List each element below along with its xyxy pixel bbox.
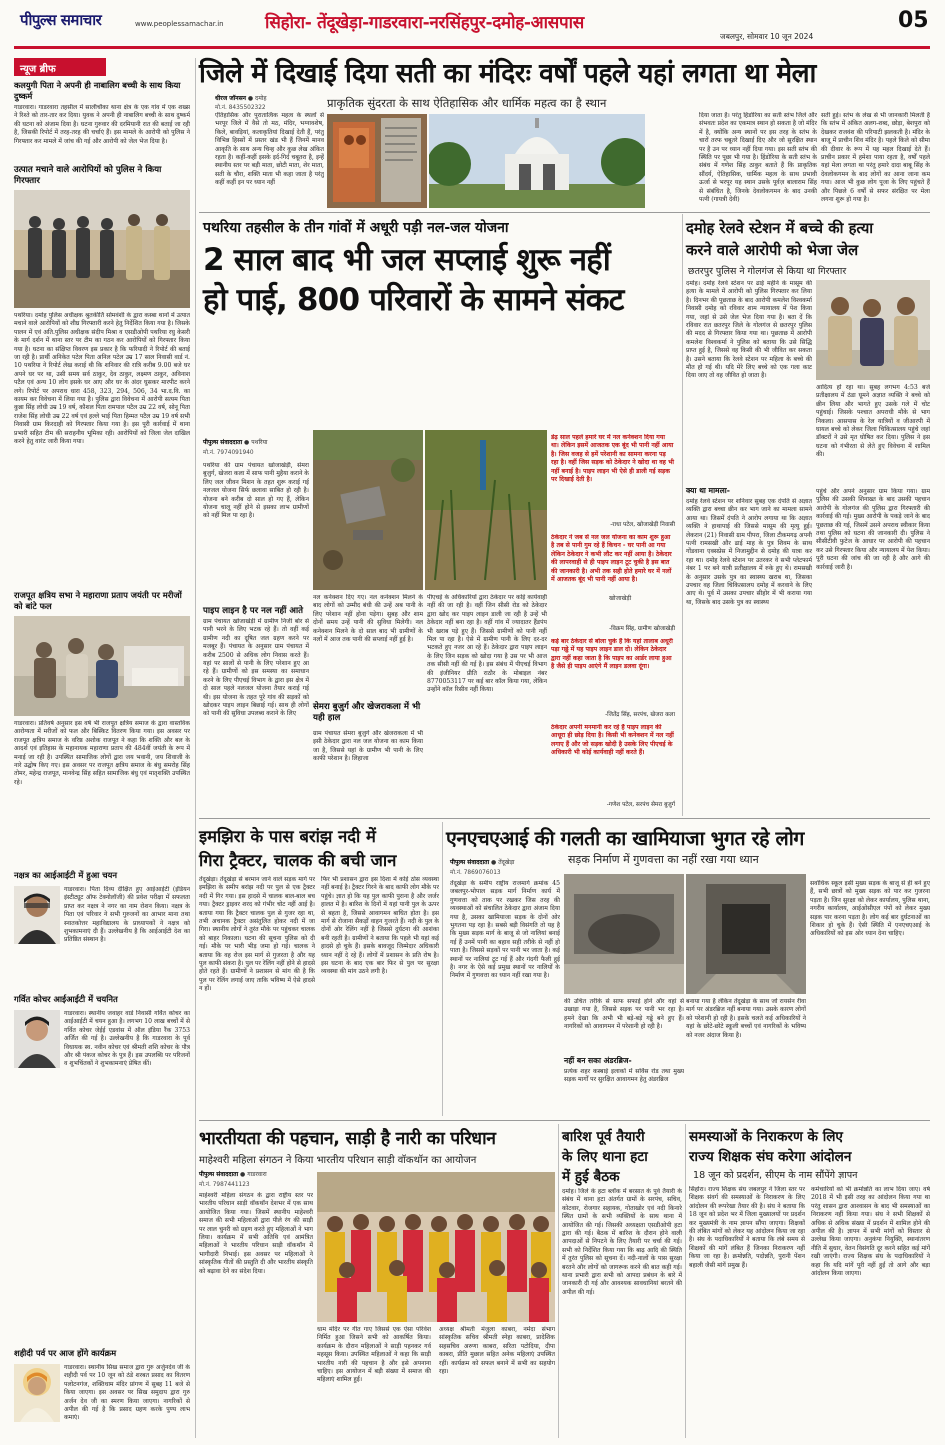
sati-temple-photo <box>429 114 645 208</box>
page-number: 05 <box>898 8 929 33</box>
railway-story <box>686 214 930 816</box>
brief-headline: नक्षत्र का आईआईटी में हुआ चयन <box>14 870 118 880</box>
water-mobile: मो.नं. 7974091940 <box>203 450 254 456</box>
water-scheme-story <box>199 214 679 816</box>
nhai-subheadline: सड़क निर्माण में गुणवत्ता का नहीं रखा गया ध्यान <box>568 853 759 866</box>
news-brief-label <box>14 58 106 76</box>
sati-temple-story <box>199 54 930 210</box>
quote-signature: -जितेंद्र सिंह, सरपंच, खेजरा कला <box>605 712 675 718</box>
sati-headline: जिले में दिखाई दिया सती का मंदिरः वर्षों पहले यहां लगता था मेला <box>199 58 816 89</box>
railway-headline-line2: करने वाले आरोपी को भेजा जेल <box>686 242 859 259</box>
brief-headline: गर्वित कोचर आईआईटी में चयनित <box>14 994 118 1004</box>
railway-body-2: दमोह रेलवे स्टेशन पर शनिवार सुबह एक दंपति से अज्ञात व्यक्ति द्वारा बच्चा छीन कर भाग जाने का मामला सामने आया था। जिसमें दंपति ने आरोप लगाया था कि अज्ञात व्यक्ति ने हाथापाई की जिससे मासूम की मृत्यु हुई। लेकरान (21) निवासी ग्राम पीपरा, जिला टीकमगढ़ अपनी पत्नी रामसखी और ढाई माह के पुत्र शिवम के साथ गोंडवाना एक्सप्रेस में निजामुद्दीन से दमोह की यात्रा कर रहा था। दमोह रेलवे स्टेशन पर उतरकर वे सभी प्लेटफार्म नंबर 1 पर बने यात्री प्रतीक्षालय में रुके हुए थे। रामसखी के अनुसार उसके पुत्र का स्वास्थ्य खराब था, जिसका उपचार वह जिला चिकित्सालय दमोह में करवाने के लिए आए थे। पूर्व में उसका उपचार सीहोर में भी कराया गया था, जिसके बाद उसके पुत्र का स्वास्थ्य <box>686 498 812 606</box>
guru-portrait-image <box>14 1364 60 1422</box>
brief-body: गाडरवारा। प्रतिवर्ष अनुसार इस वर्ष भी राजपूत क्षत्रिय समाज के द्वारा वास्तविक आरोग्यता में मरीजों को फल और बिस्किट वितरण किया गया। इस अवसर पर राजपूत क्षत्रिय समाज के वरिष्ठ अशोक राजपूत ने कहा कि शक्ति और बल के आदर्श एवं इतिहास के महानायक महाराणा प्रताप की 484वीं जयंती के रूप में मनाई जा रही है। उपस्थित सामाजिक लोगों द्वारा जय भवानी, जय शिवाजी के नारे उद्घोष किए गए। इस अवसर पर राजपूत क्षत्रिय समाज के बंधु समरोह सिंह तोमर, महेन्द्र राजपूत, मानवेन्द्र सिंह सहित सामाजिक बंधु एवं मातृशक्ति उपस्थित रहे। <box>14 720 190 786</box>
brief-body: गाडरवारा। गाडरवारा तहसील में सालीचौका थाना क्षेत्र के एक गांव में एक शख्स ने रिश्ते को तार-तार कर दिया। युवक ने अपनी ही नाबालिग बच्ची के साथ दुष्कर्म की घटना को अंजाम दिया है। घटना गुरुवार की दरमियानी रात की बताई जा रही है, जिसकी रिपोर्ट में तरह-तरह की चर्चाएं हैं। इस मामले के आरोपी को पुलिस ने गिरफ्तार कर मामले में जांच की गई और आरोपी को जेल भेज दिया है। <box>14 104 190 145</box>
water-body-col2: नल कनेक्शन दिए गए। नल कनेक्शन मिलने के बाद लोगों को उम्मीद बंधी की उन्हें अब पानी के लिए परेशान नहीं होना पड़ेगा। सुबह और शाम दोनों समय उन्हें पानी की सुविधा मिलेगी। नल कनेक्शन मिलने के दो साल बाद भी ग्रामीणों के नलों में आज तक पानी की सप्लाई नहीं हुई है। <box>313 594 423 644</box>
quote-text: कई बार ठेकेदार से बोला चुके हैं कि यहां तालाब अधूरी पड़ा गढ्ढे में यह पाइप लाइन डाल दो। लेकिन ठेकेदार द्वारा नहीं कहा जाता है कि पाइप का आर्डर लाया हुआ है जैसे ही पाइप आएंगे मैं लाइन डलवा दूंगा। <box>551 638 673 671</box>
header-rule <box>14 46 930 49</box>
section-divider <box>199 1120 930 1121</box>
rain-headline-line3: में हुई बैठक <box>562 1169 620 1185</box>
teachers-body-col2: कर्मचारियों को भी क्रमोन्नति का लाभ दिया जाए। वर्ष 2018 में भी इसी तरह का आंदोलन किया गया था परंतु शासन द्वारा आश्वासन के बाद भी समस्याओं का निराकरण नहीं किया गया। संघ ने सभी शिक्षकों से अधिक से अधिक संख्या में प्रदर्शन में शामिल होने की अपील की है। ज्ञापन में सभी मांगों को विस्तार से उल्लेख किया जाएगा। अनुकंपा नियुक्ति, स्थानांतरण नीति में सुधार, वेतन विसंगति दूर करने सहित कई मांगें रखी जाएंगी। राज्य शिक्षक संघ के पदाधिकारियों ने कहा कि यदि मांगें पूरी नहीं हुईं तो आगे और बड़ा आंदोलन किया जाएगा। <box>811 1186 930 1278</box>
nhai-drain-photo-1-image <box>564 874 684 994</box>
saree-mobile: मो.नं. 7987441123 <box>199 1182 250 1188</box>
police-lineup-photo <box>14 190 190 308</box>
sati-subheadline: प्राकृतिक सुंदरता के साथ ऐतिहासिक और धार्मिक महत्व का है स्थान <box>327 96 607 110</box>
masthead <box>0 0 945 52</box>
tractor-headline-line1: इमझिरा के पास बरांझ नदी में <box>199 827 376 846</box>
water-author: पीपुल्स संवाददाता <box>203 439 243 446</box>
brief-body-continued <box>14 946 190 990</box>
nakshatra-portrait <box>14 886 60 944</box>
pipeline-photo-1 <box>313 430 423 590</box>
tractor-body-col1: तेंदूखेड़ा। तेंदूखेड़ा से बरमान जाने वाले सड़क मार्ग पर इमझिरा के समीप बरांझ नदी पर पुल से एक ट्रैक्टर नदी में गिर गया। इस हादसे में चालक बाल-बाल बच गया। ट्रैक्टर ड्राइवर शरद को गंभीर चोट नहीं आई है। बताया गया कि ट्रैक्टर चालक पुल से गुजर रहा था, तभी अचानक ट्रैक्टर असंतुलित होकर नदी में जा गिरा। स्थानीय लोगों ने तुरंत मौके पर पहुंचकर चालक को बाहर निकाला। घटना की सूचना पुलिस को दी गई। मौके पर भारी भीड़ जमा हो गई। चालक ने बताया कि वह रोज इस मार्ग से गुजरता है और यह पुल काफी संकरा है। पुल पर रेलिंग नहीं होने से हादसे होते रहते हैं। ग्रामीणों ने प्रशासन से मांग की है कि पुल पर रेलिंग लगाई जाए ताकि भविष्य में ऐसे हादसे न हों। <box>199 876 315 993</box>
nhai-author: पीपुल्स संवाददाता <box>450 859 490 866</box>
brief-headline: शहीदी पर्व पर आज होंगे कार्यक्रम <box>14 1348 117 1358</box>
saree-body-col2: धाम मंदिर पर गीत गाए जिससे एक ऐसा परिवेश निर्मित हुआ जिसने सभी को आकर्षित किया। कार्यक्रम के दौरान महिलाओं ने साड़ी पहनकर गर्व महसूस किया। उपस्थित महिलाओं ने कहा कि साड़ी भारतीय नारी की पहचान है और इसे अपनाना चाहिए। इस आयोजन में बड़ी संख्या में समाज की महिलाएं शामिल हुईं। <box>317 1326 431 1384</box>
sati-mobile: मो.नं. 8435502322 <box>215 105 266 111</box>
water-body-col1b: ग्राम पंचायत खोजाखेड़ी में ग्रामीण निजी बोर से पानी भरने के लिए भटक रहे हैं। तो वहीं कई ग्रामीण नदी का दूषित जल ग्रहण करने पर मजबूर हैं। पंचायत के अनुसार ग्राम पंचायत में करीब 2500 से अधिक लोग निवास करते हैं। यहां पर सालों से पानी के लिए परेशान हुए आ रहे हैं। ग्रामीणों को इस समस्या का समाधान करने के लिए पीएचई विभाग के द्वारा इस क्षेत्र में दो साल पहले नलजल योजना तैयार कराई गई थी। इस योजना के तहत पूरे गांव की सड़कों को खोदकर पाइप लाइन बिछाई गई। साथ ही लोगों को पानी की सुविधा उपलब्ध कराने के लिए <box>203 618 309 718</box>
pipeline-photo-2-image <box>425 430 547 590</box>
tractor-body-col2: फिर भी प्रशासन द्वारा इस दिशा में कोई ठोस व्यवस्था नहीं बनाई है। ट्रैक्टर गिरने के बाद काफी लोग मौके पर पहुंचे। ज्ञात हो कि यह पुल काफी पुराना है और जर्जर हालत में है। बारिश के दिनों में यहां पानी पुल के ऊपर से बहता है, जिससे आवागमन बाधित होता है। इस मार्ग से रोजाना सैकड़ों वाहन गुजरते हैं। नदी के पुल के दोनों ओर रेलिंग नहीं है जिससे दुर्घटना की आशंका बनी रहती है। ग्रामीणों ने बताया कि पहले भी यहां कई हादसे हो चुके हैं। इसके बावजूद जिम्मेदार अधिकारी ध्यान नहीं दे रहे हैं। लोगों में प्रशासन के प्रति रोष है। इस घटना के बाद एक बार फिर से पुल पर सुरक्षा व्यवस्था की मांग उठने लगी है। <box>321 876 439 976</box>
quote-text: डेढ़ साल पहले हमारे घर में नल कनेक्शन दिया गया था। लेकिन इसमें आजतक एक बूंद भी पानी नहीं आया है। जिस वजह से हमें परेशानी का सामना करना पड़ रहा है। वहीं जिस सड़क को ठेकेदार ने खोदा था वह भी नहीं बनाई है। पाइप लाइन भी ऐसे ही डाली गई सड़क पर दिखाई देती है। <box>551 434 675 484</box>
water-headline-line1: 2 साल बाद भी जल सप्लाई शुरू नहीं <box>203 242 610 278</box>
sati-body-col2: दिया जाता है। परंतु हिंडोरिया का सती स्तंभ जिले और संभवतः प्रदेश का एकमात्र स्थान हो सकता है जो मंदिर में है, क्योंकि अन्य स्थानों पर इस तरह के स्तंभ के चारों तरफ चबूतरे दिखाई दिए और जो सुरक्षित स्थान पर है उन पर ध्यान नहीं दिया गया। इस सती स्तंभ की स्थिति पर पूछा भी गया है। हिंडोरिया के सती स्तंभ के संबंध में गणेश सिंह ठाकुर बताते हैं कि प्राकृतिक सौंदर्य, ऐतिहासिक, धार्मिक महत्व के साथ प्रभावी ऊर्जा से भरपूर यह स्थान उसके पूर्वज़ बालाराम सिंह से संबंधित है, जिनके देवलोकगमन के बाद उनकी पत्नी (गायत्री देवी) <box>699 112 817 204</box>
sati-temple-image <box>429 114 645 208</box>
photo-caption: खोजाखेड़ी <box>609 595 632 602</box>
railway-subheadline: छतरपुर पुलिस ने गोलगंज से किया था गिरफ्तार <box>688 266 847 277</box>
saree-group-image <box>317 1172 555 1322</box>
brief-body: गाडरवारा। पिता दिव्य दीक्षित हुए आईआईटी (इंडियन इंस्टीट्यूट ऑफ टेक्नोलॉजी) की प्रवेश परीक्षा में सफलता प्राप्त कर नक्षत्र ने नगर का नाम रोशन किया। नक्षत्र के पिता एवं परिवार ने सभी गुरुजनों का आभार माना तथा स्नातकोत्तर महाविद्यालय के प्राध्यापकों ने नक्षत्र को शुभकामनाएं दी हैं। उल्लेखनीय है कि आईआईटी देश का प्रतिष्ठित संस्थान है। <box>64 886 190 944</box>
teachers-body-col1: सिहोरा। राज्य शिक्षक संघ जबलपुर ने जिला स्तर पर शिक्षक संवर्ग की समस्याओं के निराकरण के लिए आंदोलन की रूपरेखा तैयार की है। संघ ने बताया कि 18 जून को प्रदेश भर में जिला मुख्यालयों पर प्रदर्शन कर मुख्यमंत्री के नाम ज्ञापन सौंपा जाएगा। शिक्षकों की लंबित मांगों को लेकर यह आंदोलन किया जा रहा है। संघ के पदाधिकारियों ने बताया कि लंबे समय से शिक्षकों की मांगें लंबित हैं जिनका निराकरण नहीं किया जा रहा है। क्रमोन्नति, पदोन्नति, पुरानी पेंशन बहाली जैसी मांगें प्रमुख हैं। <box>689 1186 805 1269</box>
teachers-subheadline: 18 जून को प्रदर्शन, सीएम के नाम सौंपेंगे ज्ञापन <box>693 1170 858 1181</box>
pipeline-photo-2 <box>425 430 547 590</box>
website: www.peoplessamachar.in <box>135 20 224 28</box>
tractor-headline-line2: गिरा ट्रैक्टर, चालक की बची जान <box>199 851 397 870</box>
water-headline-line2: हो पाई, 800 परिवारों के सामने संकट <box>203 282 624 318</box>
water-byline: पीपुल्स संवाददाता ● पथरिया <box>203 439 268 446</box>
quote-text: ठेकेदार अपनी मनमानी कर रहे हैं पाइप लाइन की आधूरा ही छोड़ दिया है। किसी भी कनेक्शन में नल नहीं लगाए हैं और जो सड़क खोदी है उसके लिए पीएचई के अधिकारी भी कोई कार्यवाही नहीं करते हैं। <box>551 724 674 757</box>
garvit-portrait <box>14 1010 60 1068</box>
section-divider <box>199 818 930 819</box>
sati-body-mid <box>647 112 695 208</box>
saree-subheadline: माहेश्वरी महिला संगठन ने किया भारतीय परिधान साड़ी वॉकथॉन का आयोजन <box>199 1155 477 1166</box>
nhai-byline: पीपुल्स संवाददाता ● तेंदूखेड़ा <box>450 859 515 866</box>
dateline: जबलपुर, सोमवार 10 जून 2024 <box>720 32 814 41</box>
teachers-story <box>689 1124 930 1440</box>
nhai-body-col1: तेंदूखेड़ा के समीप राष्ट्रीय राजमार्ग क्रमांक 45 जबलपुर-भोपाल सड़क मार्ग निर्माण कार्य में गुणवत्ता को ताक पर रखकर जिस तरह की व्यवस्थाओं को संचालित ठेकेदार द्वारा अंजाम दिया गया है, उसका खामियाजा सड़क के दोनों ओर भुगतना पड़ रहा है। सबसे बड़ी विसंगति तो यह है कि मुख्य सड़क मार्ग के बाजू से जो नालियां बनाई गई हैं उनमें पानी का बहाव सही तरीके से नहीं हो पाता है। जिससे सड़कों पर पानी भर जाता है। कई स्थानों पर नालियां टूट गई हैं और गंदगी फैली हुई है। नगर के ऐसे कई प्रमुख स्थानों पर नालियों के निर्माण में गुणवत्ता का ध्यान नहीं रखा गया है। <box>450 880 560 980</box>
nhai-body-col3: बनाया गया है लेकिन तेंदूखेड़ा के साथ जो रायसेन रीवा मार्ग पर अंडरब्रिज नहीं बनाया गया। उसके कारण लोगों को परेशानी हो रही है। इसके चलते कई अधिकारियों ने यहां के छोटे-छोटे स्कूली बच्चों एवं नागरिकों के भविष्य को नजर अंदाज किया है। <box>686 998 806 1039</box>
brief-headline: उत्पात मचाने वाले आरोपियों को पुलिस ने किया गिरफ्तार <box>14 165 162 186</box>
quote-signature: -गणेश पटेल, सरपंच सेमरा बुजुर्ग <box>606 802 675 808</box>
brief-body: गाडरवारा। स्थानीय सिख समाज द्वारा गुरु अर्जुनदेव जी के शहीदी पर्व पर 10 जून को ठंडे शरबत प्रसाद का वितरण पलोटनगंज, शक्तिधाम मंदिर प्रांगण में सुबह 11 बजे से किया जाएगा। इस अवसर पर सिख समुदाय द्वारा गुरु अर्जन देव जी का स्मरण किया जाएगा। नागरिकों से अपील की गई है कि प्रसाद ग्रहण करके पुण्य लाभ कमाएं। <box>64 1364 190 1422</box>
water-kicker: पथरिया तहसील के तीन गांवों में अधूरी पड़ी नल-जल योजना <box>203 220 509 236</box>
fruit-distribution-photo <box>14 616 190 716</box>
logo <box>20 10 130 34</box>
saree-place: गाडरवारा <box>247 1171 267 1178</box>
brief-body: गाडरवारा। स्थानीय जवाहर वार्ड निवासी गर्वित कोचर का आईआईटी में चयन हुआ है। लगभग 10 लाख बच्चों में से गर्वित कोचर जेईई एडवांस में ऑल इंडिया रैंक 3753 अर्जित की गई है। उल्लेखनीय है कि गाडरवारा के पूर्व विधायक स्व. नवीन कोचर एवं श्रीमती शशि कोचर के पौत्र और श्री पंकज कोचर के पुत्र हैं। इस उपलब्धि पर परिजनों व शुभचिंतकों ने शुभकामनाएं प्रेषित कीं। <box>64 1010 190 1068</box>
teachers-headline-line2: राज्य शिक्षक संघ करेगा आंदोलन <box>689 1149 852 1165</box>
nhai-story <box>446 822 930 1118</box>
nhai-subhead-1: नहीं बन सका अंडरब्रिज- <box>564 1056 632 1065</box>
police-lineup-image <box>14 190 190 308</box>
nhai-mobile: मो.नं. 7869076013 <box>450 870 501 876</box>
guru-portrait <box>14 1364 60 1422</box>
brief-headline: राजपूत क्षत्रिय सभा ने महाराणा प्रताप जयंती पर मरीजों को बांटे फल <box>14 590 182 611</box>
water-subhead-2: सेमरा बुजुर्ग और खेजराकला में भी यही हाल <box>313 702 421 723</box>
brief-body: पथरिया। दमोह पुलिस अधीक्षक श्रुतकीर्ति सोमवंशी के द्वारा कस्बा थानों में उत्पात मचाने वाले आरोपियों को शीघ्र गिरफ्तारी करने हेतु निर्देशित किया गया है। जिसके पालन में एवं अति.पुलिस अधीक्षक संदीप मिश्रा व एसडीओपी पथरिया रघु केसरी के मार्ग दर्शन में थाना स्तर पर टीम का गठन कर आरोपियों को गिरफ्तार किया गया है। घटना का संक्षिप्त विवरण इस प्रकार है कि फरियादी ने रिपोर्ट की बताई जा रही है। प्रार्थी अनिकेत पटेल पिता अनिल पटेल उम्र 17 साल निवासी वार्ड नं. 10 पथरिया ने रिपोर्ट लेख कराई थी कि शनिवार की रात्रि करीब 9.00 बजे घर अपने घर पर था, उसी समय सर्व ठाकुर, देव ठाकुर, लक्ष्मण ठाकुर, अविनाश पटैल एवं अन्य 10 लोग इसके घर आए और घर के अंदर घुसकर मारपीट करने लगे। रिपोर्ट पर अपराध धारा 458, 323, 294, 506, 34 भा.द.वि. का कायम कर विवेचना में लिया गया है। पुलिस द्वारा विवेचना में आरोपी सत्यम पिता कुन्ना सिंह लोधी उम्र 19 वर्ष, कौशल पिता रामपाल पटैल उम्र 22 वर्ष, सोनू पिता राजेश सिंह लोधी उम्र 22 वर्ष एवं हल्ले भाई पिता हिम्मत पटैल उम्र 19 वर्ष सभी निवासी ग्राम किरदाही को गिरफ्तार किया गया है। इस पूरी कार्रवाई में थाना प्रभारी सहित टीम की सराहनीय भूमिका रही। आरोपियों को जिला जेल दाखिल करने हेतु वारंट जारी किया गया। <box>14 312 190 446</box>
nhai-body-col4: सर्वाधिक स्कूल इसी मुख्य सड़क के बाजू से ही बने हुए हैं, सभी छात्रों को मुख्य सड़क को पार कर गुजरना पड़ता है। जिन सुरक्षा को लेकर कार्यालय, पुलिस थाना, नगरीय कार्यालय, आईओसीएल पंपों को लेकर मुख्य सड़क पार करना पड़ता है। लोग कई बार दुर्घटनाओं का शिकार हो चुके हैं। ऐसी स्थिति में एनएचएआई के अधिकारियों को इस ओर ध्यान देना चाहिए। <box>810 880 930 938</box>
sati-stone-photo <box>327 114 427 208</box>
railway-body-4: पहुंचे और अपने अनुसार ग्राम किया गया। ग्राम पुलिस की उसकी शिनाख्त के बाद उसकी पहचान आरोपी के गोलगंज की पुलिस द्वारा गिरफ्तारी की कार्रवाई की गई। मुख्य आरोपी के पकड़े जाने के बाद पूछताछ की गई, जिसमें उसने अपराध स्वीकार किया तथा पुलिस को घटना की जानकारी दी। पुलिस ने सीसीटीवी फुटेज के आधार पर आरोपी की पहचान कर उसे गिरफ्तार किया और न्यायालय में पेश किया। पूरी घटना की जांच की जा रही है और आगे की कार्रवाई जारी है। <box>816 488 930 571</box>
saree-story <box>199 1124 555 1440</box>
column-divider <box>442 822 443 1116</box>
tractor-story <box>199 822 439 1118</box>
railway-body-3: आदित्य हो रहा था। सुबह लगभग 4:53 बजे प्रतीक्षालय में ठंडा घूमने अज्ञात व्यक्ति ने बच्चे को छीन लिया और भागते हुए उसके गले में चोट पहुंचाई। जिसके पश्चात अपराधी मौके से भाग निकला। आसपास के रेल यात्रियों व जीआरपी में घायल बच्चे को लेकर जिला चिकित्सालय पहुंचे जहां डॉक्टरों ने उसे मृत घोषित कर दिया। पुलिस ने इस घटना को गंभीरता से लेते हुए विवेचना में शामिल की। <box>816 384 930 459</box>
nakshatra-portrait-image <box>14 886 60 944</box>
water-subhead-1: पाइप लाइन है पर नल नहीं आते <box>203 606 303 616</box>
railway-headline-line1: दमोह रेलवे स्टेशन में बच्चे की हत्या <box>686 220 874 237</box>
sati-stone-image <box>327 114 427 208</box>
railway-subhead-1: क्या था मामला- <box>686 486 730 495</box>
column-divider <box>558 1124 559 1438</box>
rain-headline-line1: बारिश पूर्व तैयारी <box>562 1129 645 1145</box>
column-divider <box>682 214 683 816</box>
saree-byline: पीपुल्स संवाददाता ● गाडरवारा <box>199 1171 267 1178</box>
news-brief-label-text: न्यूज ब्रीफ <box>20 64 56 75</box>
saree-body-col1: माहेश्वरी महिला संगठन के द्वारा राष्ट्रीय स्तर पर भारतीय परिधान साड़ी वॉकथॉन देशभर में एक साथ आयोजित किया गया। जिसमें स्थानीय माहेश्वरी समाज की सभी महिलाओं द्वारा पीले रंग की साड़ी पर लाल चुनरी को ग्रहण करते हुए महिलाओं ने भाग लिया। कार्यक्रम में सभी अतिथि एवं आमंत्रित महिलाओं ने भारतीय परिधान साड़ी वॉकथॉन में भागीदारी निभाई। इस अवसर पर महिलाओं ने सांस्कृतिक गीतों की प्रस्तुति दी और भारतीय संस्कृति को बढ़ावा देने का संदेश दिया। <box>199 1192 313 1275</box>
garvit-portrait-image <box>14 1010 60 1068</box>
rain-headline-line2: के लिए थाना हटा <box>562 1149 648 1165</box>
sati-body-col1: ऐतिहासिक और पुरातात्विक महत्व के स्थलों से भरपूर जिले में वैसे तो मठ, मंदिर, भग्नावशेष, किले, बावड़ियां, कलाकृतियां दिखाई देती हैं, परंतु विभिन्न हिस्सों में प्रस्तर खंड भी हैं जिनमें मानव आकृति के साथ अन्य चिन्ह और कुछ लेख अंकित रहता है। कहीं-कहीं इसके इर्द-गिर्द चबूतरा है, इन्हें स्थानीय स्तर पर बड़ी माता, छोटी माता, शेर माता, सती के चौरा, शक्ति माता भी कहा जाता है परंतु कहीं कहीं इन पर ध्यान नहीं <box>215 112 324 187</box>
nhai-drain-photo-1 <box>564 874 684 994</box>
column-divider <box>195 58 196 1438</box>
water-body-col3: पीएचई के अधिकारियों द्वारा ठेकेदार पर कोई कार्यवाही नहीं की जा रही है। वहीं जिन सीसी रोड को ठेकेदार द्वारा खोद कर पाइप लाइन डाली जा रही है उन्हें भी ठेकेदार नहीं बना रहा है। वहीं गांव में ज्यादातर हैंडपंप भी खराब पड़े हुए हैं। जिससे ग्रामीणों को पानी नहीं मिल पा रहा है। ऐसे में ग्रामीण पानी के लिए दर-दर भटकते हुए नजर आ रहे हैं। ठेकेदार द्वारा पाइप लाइन के लिए जिन सड़क को खोदा गया है उस पर भी आज तक सीसी नहीं की गई है। इस संबंध में पीएचई विभाग की इंजीनियर प्रीति राठौर के मोबाइल नंबर 8770053117 पर कई बार कॉल किया गया, लेकिन उन्होंने कॉल रिसीव नहीं किया। <box>427 594 547 694</box>
quote-signature: -राधा पटेल, खोजाखेड़ी निवासी <box>610 522 675 528</box>
saree-body-col3: अध्यक्ष श्रीमती मंजुला काबरा, नर्मदा संभाग सांस्कृतिक सचिव श्रीमती स्नेहा काबरा, प्रादेशिक सहसचिव अरुणा काबरा, सरिता पटोदिया, दीपा काबरा, प्रीति मुछाल सहित अनेक महिलाएं उपस्थित रहीं। कार्यक्रम को सफल बनाने में सभी का सहयोग रहा। <box>439 1326 555 1376</box>
teachers-headline-line1: समस्याओं के निराकरण के लिए <box>689 1129 843 1145</box>
water-quotes <box>551 434 675 814</box>
column-divider <box>685 1124 686 1438</box>
sati-author: धीरज जॉनसन <box>215 95 246 102</box>
quote-text: ठेकेदार ने जब से नल जल योजना का काम शुरू हुआ है तब से पानी गुम रहे हैं किचन - घर पानी आ गया लेकिन ठेकेदार ने कभी लौट कर नहीं आया है। ठेकेदार की लापरवाही से ही पाइप लाइन टूट चुकी है इस बात की जानकारी है। अभी तक सही होते हमारे घर में नलों में आजतक बूंद भी पानी नहीं आया है। <box>551 534 672 584</box>
nhai-drain-photo-2 <box>686 874 806 994</box>
saree-group-photo <box>317 1172 555 1322</box>
sati-place: दमोह <box>255 95 267 102</box>
quote-signature: -विक्रम सिंह, ग्रामीण खोजाखेड़ी <box>609 626 675 632</box>
news-brief-column <box>14 54 190 1439</box>
brief-headline: कलयुगी पिता ने अपनी ही नाबालिग बच्ची के साथ किया दुष्कर्म <box>14 80 181 101</box>
saree-headline: भारतीयता की पहचान, साड़ी है नारी का परिधान <box>199 1129 496 1149</box>
water-body-col2b: ग्राम पंचायत सेमरा बुजुर्ग और खेजराकला में भी इसी ठेकेदार द्वारा नल जल योजना का काम किया जा है, जिससे यहां के ग्रामीण भी पानी के लिए काफी परेशान है। लिहाजा <box>313 730 423 763</box>
nhai-body-col2b: प्रत्येक शहर कस्बाई इलाकों में सर्विस रोड तथा मुख्य सड़क मार्गों पर सुरक्षित आवागमन हेतु अंडरब्रिज <box>564 1068 684 1084</box>
logo-text: पीपुल्स समाचार <box>20 11 102 29</box>
rain-prep-story <box>562 1124 682 1440</box>
nhai-place: तेंदूखेड़ा <box>498 859 515 866</box>
railway-body-1: दमोह। दमोह रेलवे स्टेशन पर ढाई महीने के मासूम की हत्या के मामले में आरोपी को पुलिस गिरफ्तार कर लिया है। दिनभर की पूछताछ के बाद आरोपी कमलेश विश्वकर्मा निवासी दमोह को रविवार शाम न्यायालय में पेश किया गया, जहां से उसे जेल भेज दिया गया है। बता दें कि रविवार रात छतरपुर जिले के गोलगंज से छतरपुर पुलिस की मदद से गिरफ्तार किया गया था। पूछताछ में आरोपी कमलेश विश्वकर्मा ने पुलिस को बताया कि उसे सिद्धि प्राप्त हुई है, जिससे वह किसी की भी जीवित कर सकता है। उसने बताया कि रेलवे स्टेशन पर महिला के बच्चे की मौत हो गई थी। यदि मेरे लिए बच्चे को एक गला काट दिया जाए तो वह जीवित हो जाता है। <box>686 280 812 380</box>
railway-accused-image <box>816 280 930 380</box>
pipeline-photo-1-image <box>313 430 423 590</box>
saree-author: पीपुल्स संवाददाता <box>199 1171 239 1178</box>
section-divider <box>199 212 930 213</box>
nhai-headline: एनएचएआई की गलती का खामियाजा भुगत रहे लोग <box>446 827 804 850</box>
rain-body: दमोह। जिले के हटा ब्लॉक में बरसात के पूर्व तैयारी के संबंध में थाना हटा अंतर्गत ग्रामों के सरपंच, सचिव, कोटवार, रोजगार सहायक, गोताखोर एवं नदी किनारे स्थित ग्रामों के सभी व्यक्तियों के साथ थाना में आयोजित की गई। जिसकी अध्यक्षता एसडीओपी हटा द्वारा की गई। बैठक में बारिश के दौरान होने वाली आपदाओं से निपटने के लिए तैयारी पर चर्चा की गई। सभी को निर्देशित किया गया कि बाढ़ आदि की स्थिति में तुरंत पुलिस को सूचना दें। नदी-नालों के पास सुरक्षा बरतने और लोगों को जागरूक करने की बात कही गई। थाना प्रभारी द्वारा सभी को आपदा प्रबंधन के बारे में जानकारी दी गई और आवश्यक सावधानियां बरतने की अपील की गई। <box>562 1188 682 1296</box>
nhai-drain-photo-2-image <box>686 874 806 994</box>
sati-byline: धीरज जॉनसन ● दमोह <box>215 95 267 102</box>
fruit-distribution-image <box>14 616 190 716</box>
water-place: पथरिया <box>251 439 268 446</box>
water-body-col1: पथरिया की ग्राम पंचायत खोजाखेड़ी, सेमरा बुजुर्ग, खेजरा कला में साफ पानी मुहैया कराने के लिए जल जीवन मिशन के तहत शुरू कराई गई नलजल योजना सिर्फ छलावा साबित हो रही है। योजना बने करीब दो साल हो गए हैं, लेकिन योजना चालू नहीं होने से इसका लाभ ग्रामीणों को नहीं मिल पा रहा है। <box>203 462 309 520</box>
section-title: सिहोरा- तेंदूखेड़ा-गाडरवारा-नरसिंहपुर-दमोह-आसपास <box>265 13 584 33</box>
railway-accused-photo <box>816 280 930 380</box>
sati-body-col3: सती हुई। स्तंभ के लेख से भी जानकारी मिलती है कि स्तंभ में अंकित अलग-शब्द, छोड़ा, बेशपुरा को देखकर राजवंश की परिपाटी झलकती है। मंदिर के बाजू में प्राचीन शिव मंदिर है। पहले किले को सीमा की दीवार के रूप में यह महल दिखाई देते हैं। प्राचीन प्रकार में हमेशा पाया रहता है, वर्षों पहले यहां मेला लगता था परंतु हमारे दादा बाबू सिंह के देवलोकगमन के बाद लोगों का आना जाना कम गया। आज भी कुछ लोग पूजा के लिए पहुंचते हैं और पिछले 6 वर्षों से सफर संरक्षित पर मेला लगना शुरू हो गया है। <box>821 112 930 204</box>
nhai-body-col2: की उचित तरीके से साफ सफाई होने और वहां से उखाड़ा गया है, जिससे सड़क पर पानी भर रहा है। हमने देखा कि अभी भी बड़े-बड़े गड्ढे बने हुए हैं। नागरिकों को आवागमन में परेशानी हो रही है। <box>564 998 684 1031</box>
